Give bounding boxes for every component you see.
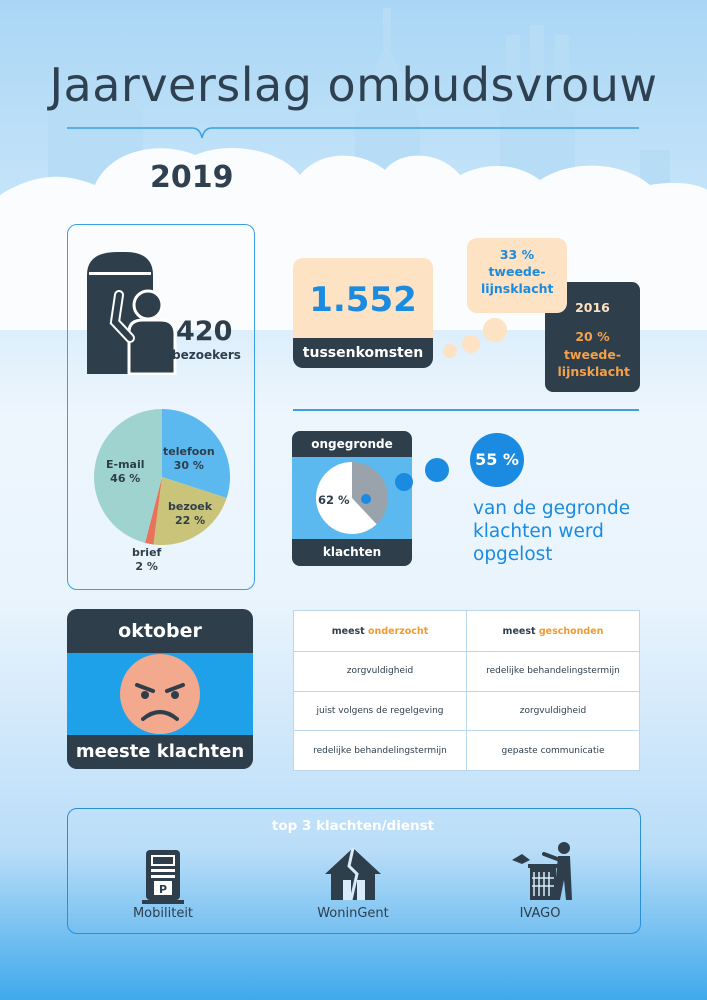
month-sub-label: meeste klachten — [75, 741, 245, 762]
table-cell: gepaste communicatie — [467, 731, 640, 771]
unfounded-pie-dot — [361, 494, 371, 504]
unfounded-bottom-label: klachten — [322, 545, 382, 559]
table-cell: juist volgens de regelgeving — [294, 691, 467, 731]
second-line-2016-pct: 20 % — [575, 329, 610, 344]
top3-label-mobiliteit: Mobiliteit — [132, 906, 194, 921]
second-line-2016-year: 2016 — [575, 300, 610, 315]
svg-text:P: P — [158, 883, 168, 896]
resolved-text: van de gegronde klachten werd opgelost — [473, 498, 631, 565]
complaints-table — [293, 610, 640, 771]
angry-face-icon — [67, 653, 253, 735]
second-line-card — [467, 238, 567, 313]
second-line-pct: 33 % — [499, 247, 535, 262]
visitors-count: 420 — [176, 316, 233, 347]
divider — [293, 409, 639, 411]
parking-meter-icon — [142, 848, 184, 904]
blue-bubbles — [392, 455, 452, 495]
table-row — [294, 691, 640, 731]
table-cell: zorgvuldigheid — [294, 652, 467, 692]
month-label: oktober — [118, 620, 202, 642]
unfounded-card — [292, 431, 412, 566]
top3-label-woningent: WoninGent — [317, 906, 389, 921]
table-cell: redelijke behandelingstermijn — [294, 731, 467, 771]
broken-house-icon — [323, 846, 383, 902]
resolved-pct-badge: 55 % — [470, 433, 524, 487]
visitors-label: bezoekers — [172, 348, 241, 362]
interventions-label: tussenkomsten — [293, 338, 433, 368]
table-header-investigated: meest onderzocht — [294, 611, 467, 652]
pie-label-brief: brief 2 % — [132, 546, 162, 573]
month-face-area — [67, 653, 253, 735]
table-cell: zorgvuldigheid — [467, 691, 640, 731]
table-row — [294, 731, 640, 771]
unfounded-pct: 62 % — [318, 493, 350, 507]
interventions-card — [293, 258, 433, 368]
second-line-label: tweede-lijnsklacht — [481, 264, 554, 296]
top3-title: top 3 klachten/dienst — [271, 818, 435, 834]
table-header-violated: meest geschonden — [467, 611, 640, 652]
pie-label-bezoek: bezoek 22 % — [168, 500, 213, 527]
table-header-row — [294, 611, 640, 652]
table-row — [294, 652, 640, 692]
year-label: 2019 — [150, 160, 234, 195]
title-underline — [67, 118, 639, 148]
top3-label-ivago: IVAGO — [519, 906, 561, 921]
interventions-count: 1.552 — [309, 280, 417, 320]
thought-bubbles — [440, 315, 510, 360]
page-title: Jaarverslag ombudsvrouw — [49, 58, 658, 112]
trash-bin-person-icon — [512, 840, 582, 902]
pie-label-email: E-mail 46 % — [106, 458, 145, 485]
second-line-2016-label: tweede-lijnsklacht — [557, 347, 631, 379]
visitor-booth-icon — [85, 250, 180, 375]
pie-label-telefoon: telefoon 30 % — [163, 445, 215, 472]
table-cell: redelijke behandelingstermijn — [467, 652, 640, 692]
unfounded-top-label: ongegronde — [311, 437, 393, 451]
month-card — [67, 609, 253, 769]
